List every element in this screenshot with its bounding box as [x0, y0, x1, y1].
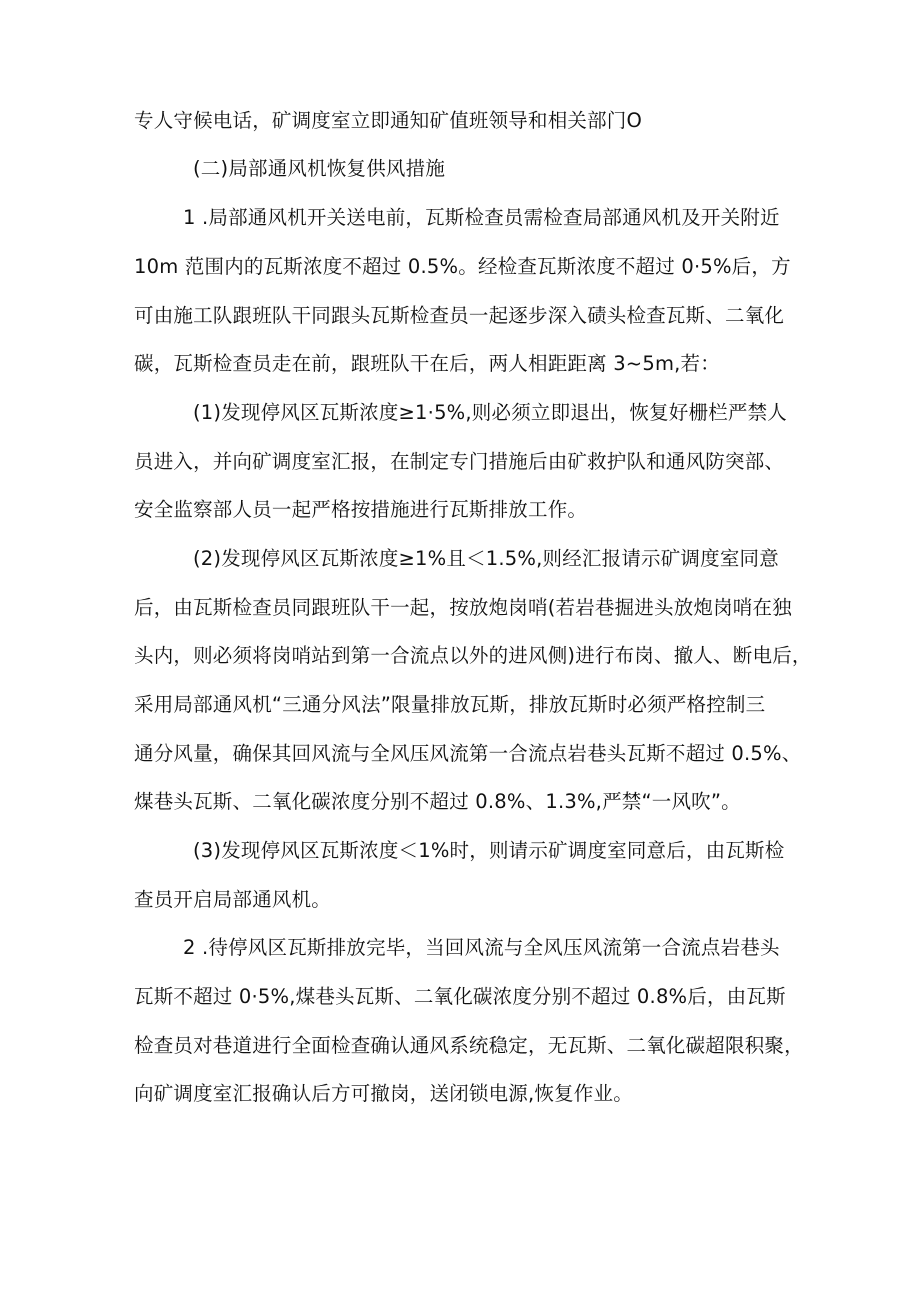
section-heading: (二)局部通风机恢复供风措施: [193, 157, 446, 180]
text-line: 后，由瓦斯检查员同跟班队干一起，按放炮岗哨(若岩巷掘进头放炮岗哨在独: [134, 596, 792, 619]
text-line: 1 .局部通风机开关送电前，瓦斯检查员需检查局部通风机及开关附近: [183, 206, 780, 229]
text-line: 专人守候电话，矿调度室立即通知矿值班领导和相关部门O: [134, 109, 643, 132]
text-line: 安全监察部人员一起严格按措施进行瓦斯排放工作。: [134, 498, 588, 521]
text-line: 碳，瓦斯检查员走在前，跟班队干在后，两人相距距离 3~5m,若：: [134, 352, 720, 375]
text-line: 向矿调度室汇报确认后方可撤岗，送闭锁电源,恢复作业。: [134, 1082, 633, 1105]
text-line: 可由施工队跟班队干同跟头瓦斯检查员一起逐步深入碛头检查瓦斯、二氧化: [134, 304, 785, 327]
text-line: 2 .待停风区瓦斯排放完毕，当回风流与全风压风流第一合流点岩巷头: [183, 936, 780, 959]
text-line: (2)发现停风区瓦斯浓度≥1%且＜1.5%,则经汇报请示矿调度室同意: [193, 547, 779, 570]
text-line: (1)发现停风区瓦斯浓度≥1·5%,则必须立即退出，恢复好栅栏严禁人: [193, 401, 787, 424]
text-line: 瓦斯不超过 0·5%,煤巷头瓦斯、二氧化碳浓度分别不超过 0.8%后，由瓦斯: [134, 985, 786, 1008]
text-line: 查员开启局部通风机。: [134, 888, 332, 911]
text-line: 头内，则必须将岗哨站到第一合流点以外的进风侧)进行布岗、撤人、断电后，: [134, 644, 812, 667]
text-line: 检查员对巷道进行全面检查确认通风系统稳定，无瓦斯、二氧化碳超限积聚，: [134, 1034, 804, 1057]
text-line: 煤巷头瓦斯、二氧化碳浓度分别不超过 0.8%、1.3%,严禁“一风吹”。: [134, 790, 741, 813]
text-line: 通分风量，确保其回风流与全风压风流第一合流点岩巷头瓦斯不超过 0.5%、: [134, 742, 802, 765]
text-line: 员进入，并向矿调度室汇报，在制定专门措施后由矿救护队和通风防突部、: [134, 450, 785, 473]
text-line: 采用局部通风机“三通分风法”限量排放瓦斯，排放瓦斯时必须严格控制三: [134, 693, 766, 716]
text-line: 10m 范围内的瓦斯浓度不超过 0.5%。经检查瓦斯浓度不超过 0·5%后，方: [134, 255, 791, 278]
text-line: (3)发现停风区瓦斯浓度＜1%时，则请示矿调度室同意后，由瓦斯检: [193, 839, 785, 862]
